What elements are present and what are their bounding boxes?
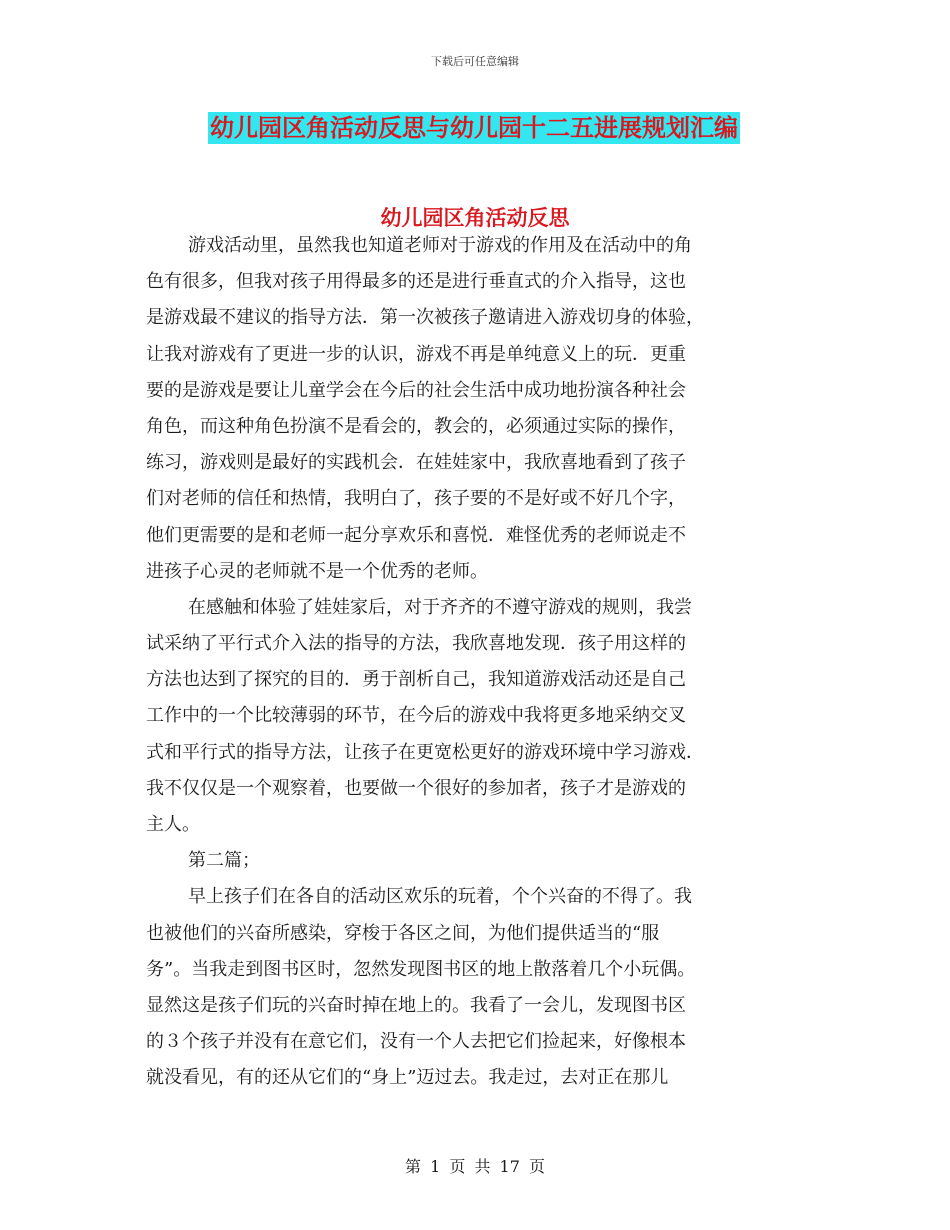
paragraph-line: 他们更需要的是和老师一起分享欢乐和喜悦．难怪优秀的老师说走不	[146, 524, 686, 546]
paragraph-line: 的３个孩子并没有在意它们，没有一个人去把它们捡起来，好像根本	[146, 1031, 686, 1053]
body-text	[146, 228, 806, 1097]
paragraph-line: 我不仅仅是一个观察着，也要做一个很好的参加者，孩子才是游戏的	[146, 777, 686, 799]
paragraph-line: 工作中的一个比较薄弱的环节，在今后的游戏中我将更多地采纳交叉	[146, 705, 686, 727]
paragraph-line: 在感触和体验了娃娃家后，对于齐齐的不遵守游戏的规则，我尝	[188, 596, 692, 618]
paragraph-line: 显然这是孩子们玩的兴奋时掉在地上的。我看了一会儿，发现图书区	[146, 994, 686, 1016]
paragraph-line: 式和平行式的指导方法，让孩子在更宽松更好的游戏环境中学习游戏．	[146, 741, 704, 763]
paragraph-line: 让我对游戏有了更进一步的认识，游戏不再是单纯意义上的玩．更重	[146, 343, 686, 365]
paragraph-line: 们对老师的信任和热情，我明白了，孩子要的不是好或不好几个字，	[146, 488, 686, 510]
paragraph-line: 游戏活动里，虽然我也知道老师对于游戏的作用及在活动中的角	[188, 235, 692, 256]
paragraph-line: 色有很多，但我对孩子用得最多的还是进行垂直式的介入指导，这也	[146, 271, 686, 293]
page-footer: 第 1 页 共 17 页	[405, 1157, 545, 1176]
document-title: 幼儿园区角活动反思与幼儿园十二五进展规划汇编	[210, 113, 738, 142]
header-note: 下载后可任意编辑	[431, 55, 519, 68]
paragraph-line: 务”。当我走到图书区时，忽然发现图书区的地上散落着几个小玩偶。	[146, 958, 696, 980]
paragraph-line: 是游戏最不建议的指导方法．第一次被孩子邀请进入游戏切身的体验，	[146, 307, 704, 329]
paragraph-line: 试采纳了平行式介入法的指导的方法，我欣喜地发现．孩子用这样的	[146, 633, 686, 655]
section-title: 幼儿园区角活动反思	[380, 205, 570, 230]
paragraph-line: 就没看见，有的还从它们的“身上”迈过去。我走过，去对正在那儿	[146, 1067, 669, 1089]
paragraph-line: 练习，游戏则是最好的实践机会．在娃娃家中，我欣喜地看到了孩子	[146, 452, 686, 474]
paragraph-line: 主人。	[146, 814, 200, 835]
paragraph-line: 角色，而这种角色扮演不是看会的，教会的，必须通过实际的操作，	[146, 415, 686, 437]
subsection-heading: 第二篇；	[188, 850, 260, 872]
paragraph-line: 也被他们的兴奋所感染，穿梭于各区之间，为他们提供适当的“服	[146, 922, 660, 944]
paragraph-line: 要的是游戏是要让儿童学会在今后的社会生活中成功地扮演各种社会	[146, 379, 686, 401]
paragraph-line: 方法也达到了探究的目的．勇于剖析自己，我知道游戏活动还是自己	[146, 669, 686, 691]
paragraph-line: 早上孩子们在各自的活动区欢乐的玩着，个个兴奋的不得了。我	[188, 886, 692, 908]
paragraph-line: 进孩子心灵的老师就不是一个优秀的老师。	[146, 560, 488, 582]
